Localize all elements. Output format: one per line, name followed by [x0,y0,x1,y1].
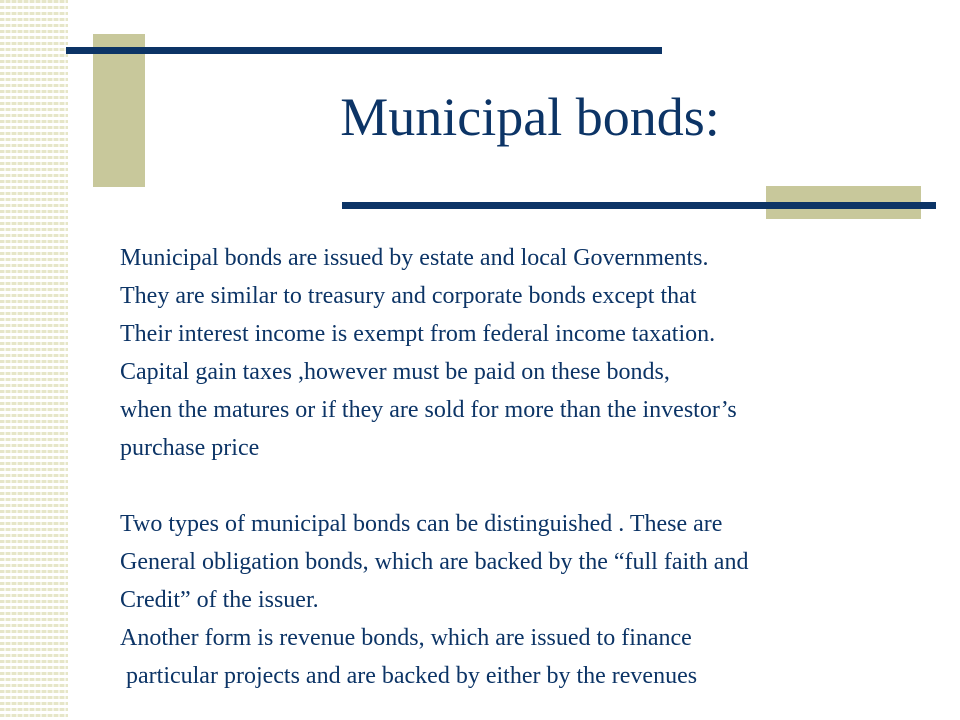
decorative-line-top [66,47,662,54]
body-line: Credit” of the issuer. [120,587,319,613]
body-line: General obligation bonds, which are backed by the “full faith and [120,549,749,575]
decorative-stripes [0,0,68,720]
body-line: They are similar to treasury and corporate bonds except that [120,283,697,309]
slide-body [120,239,955,695]
body-line: when the matures or if they are sold for more than the investor’s [120,397,737,423]
slide-title: Municipal bonds: [340,87,720,147]
body-line: Two types of municipal bonds can be distinguished . These are [120,511,723,537]
body-line: purchase price [120,435,260,461]
body-line: Another form is revenue bonds, which are issued to finance [120,625,692,651]
decorative-line-bottom [342,202,936,209]
body-line: particular projects and are backed by either by the revenues [120,663,698,689]
body-line: Municipal bonds are issued by estate and local Governments. [120,245,709,271]
body-line: Their interest income is exempt from federal income taxation. [120,321,716,347]
paragraph-gap [120,467,955,505]
body-line: Capital gain taxes ,however must be paid on these bonds, [120,359,670,385]
